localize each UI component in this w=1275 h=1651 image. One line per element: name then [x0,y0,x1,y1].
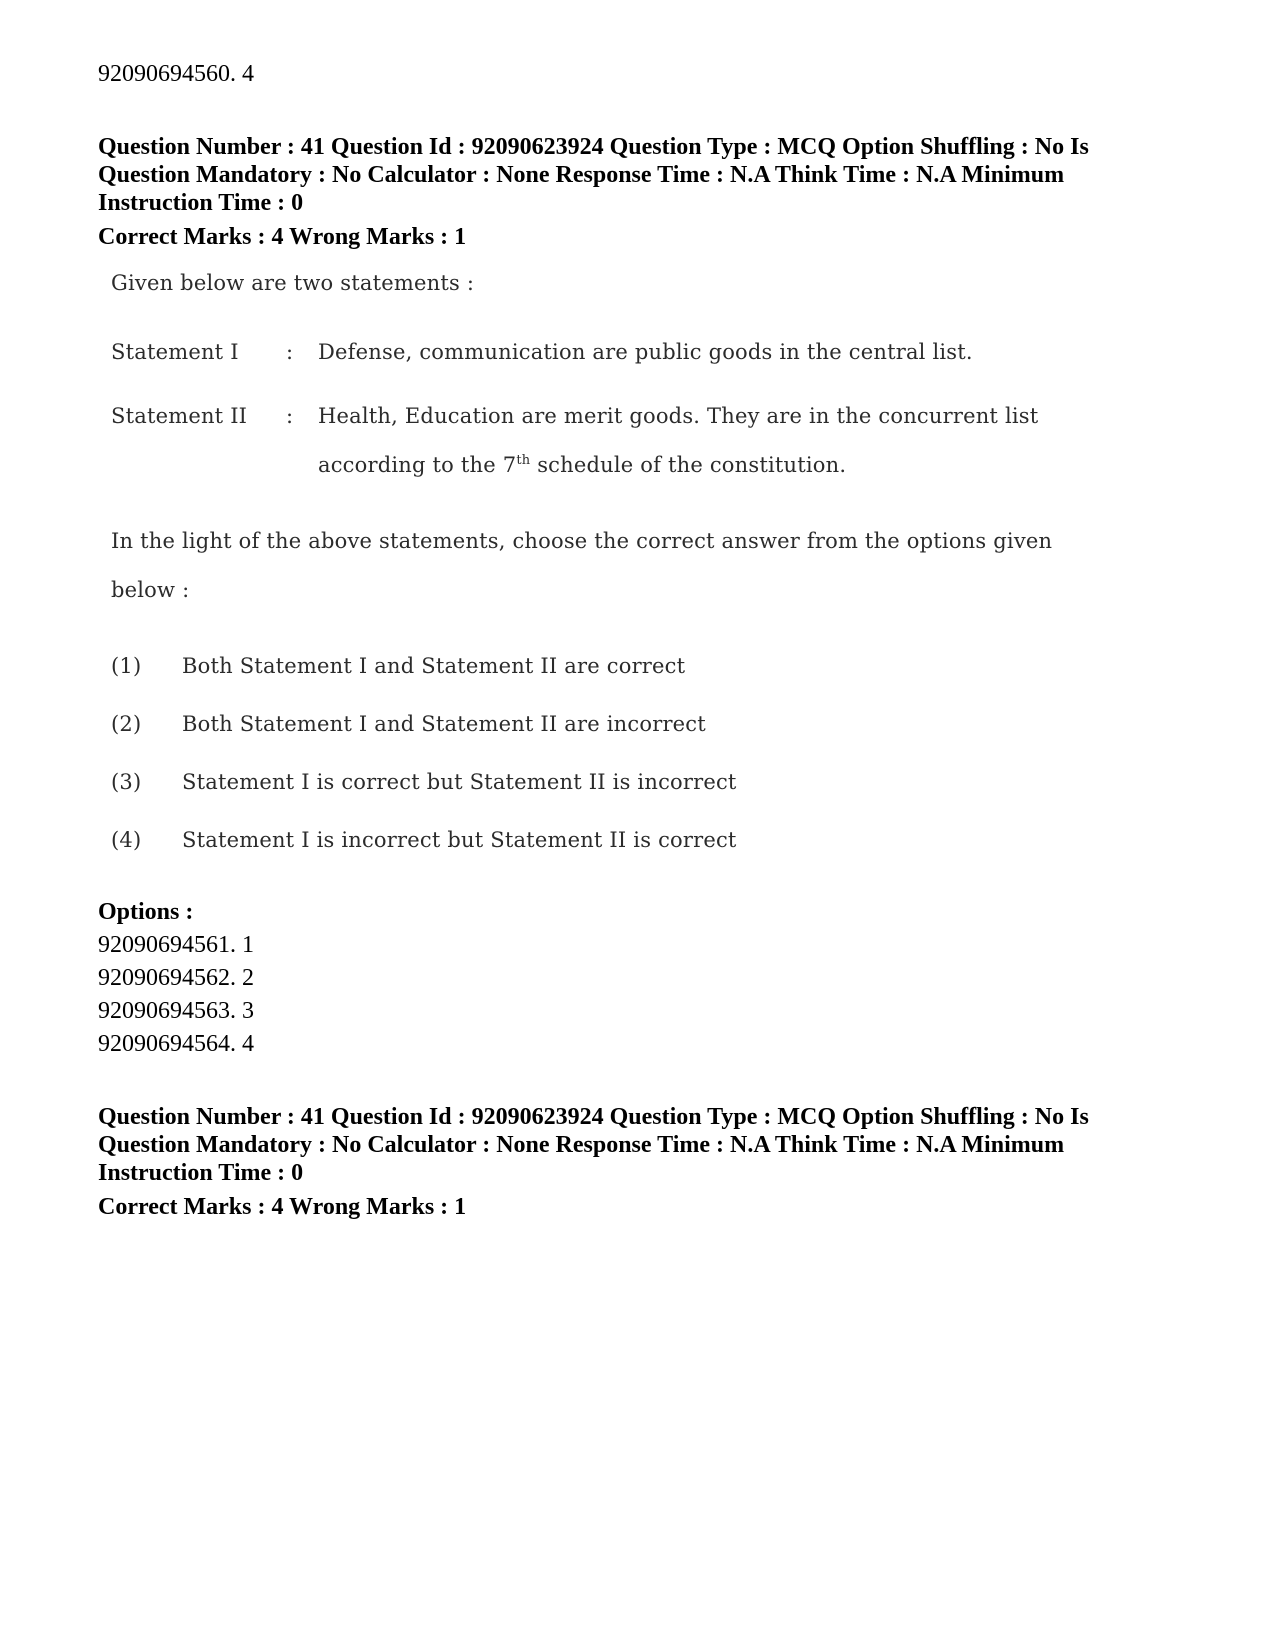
question-header-line-1: Question Number : 41 Question Id : 92090623924 Question Type : MCQ Option Shuffling : No Is [98,134,1089,160]
question-header-2-line-3: Instruction Time : 0 [98,1160,304,1186]
question-header-line-3: Instruction Time : 0 [98,190,304,216]
option-item: 92090694562. 2 [98,965,254,991]
choice-4-text: Statement I is incorrect but Statement II is correct [182,828,737,852]
option-item: 92090694564. 4 [98,1031,254,1057]
question-intro: Given below are two statements : [111,271,475,295]
choice-1-number: (1) [111,654,142,678]
marks-line-2: Correct Marks : 4 Wrong Marks : 1 [98,1194,467,1220]
previous-option: 92090694560. 4 [98,61,254,87]
statement-2-label: Statement II [111,404,248,428]
question-header-line-2: Question Mandatory : No Calculator : None Response Time : N.A Think Time : N.A Minimum [98,162,1065,188]
option-item: 92090694561. 1 [98,932,254,958]
question-header [98,133,1178,251]
statement-1-colon: : [286,340,294,364]
question-header-2 [98,1103,1178,1221]
choice-4-number: (4) [111,828,142,852]
marks-line: Correct Marks : 4 Wrong Marks : 1 [98,224,467,250]
statement-2-colon: : [286,404,294,428]
statement-2-line-2: according to the 7th schedule of the constitution. [318,453,847,477]
choice-1-text: Both Statement I and Statement II are correct [182,654,686,678]
instruction-line-2: below : [111,578,190,602]
option-item: 92090694563. 3 [98,998,254,1024]
statement-2-line-1: Health, Education are merit goods. They are in the concurrent list [318,404,1039,428]
choice-3-number: (3) [111,770,142,794]
statement-1-label: Statement I [111,340,239,364]
choice-3-text: Statement I is correct but Statement II is incorrect [182,770,737,794]
choice-2-text: Both Statement I and Statement II are incorrect [182,712,706,736]
question-header-2-line-2: Question Mandatory : No Calculator : None Response Time : N.A Think Time : N.A Minimum [98,1132,1065,1158]
instruction-line-1: In the light of the above statements, choose the correct answer from the options given [111,529,1053,553]
options-label: Options : [98,899,194,925]
superscript-th: th [516,453,531,468]
choice-2-number: (2) [111,712,142,736]
question-header-2-line-1: Question Number : 41 Question Id : 92090623924 Question Type : MCQ Option Shuffling : No Is [98,1104,1089,1130]
statement-1-text: Defense, communication are public goods in the central list. [318,340,973,364]
